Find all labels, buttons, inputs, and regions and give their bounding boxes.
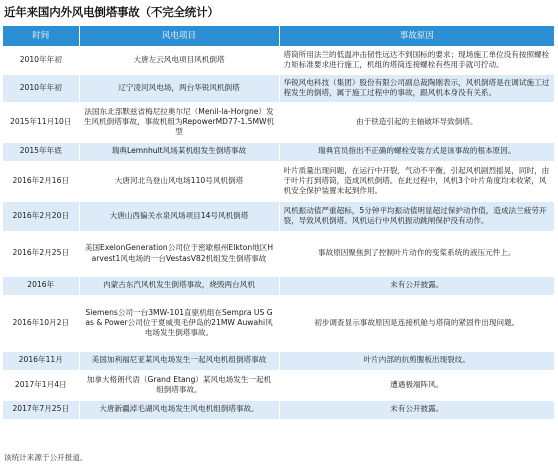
table-row: [3, 161, 554, 201]
cell-project: 内蒙古东汽风机发生倒塔事故，烧毁两台风机: [79, 276, 279, 295]
cell-time: 2016年10月2日: [3, 295, 79, 351]
table-header-row: [3, 26, 554, 46]
cell-project: Siemens公司一台3MW-101直驱机组在Sempra US Gas & Power公司位于夏威夷毛伊岛的21MW Auwahi风电场发生倒塔事故。: [79, 295, 279, 351]
cell-project: 瑞典Lemnhult风场某机组发生倒塔事故: [79, 142, 279, 161]
cell-time: 2017年7月25日: [3, 400, 79, 419]
cell-time: 2017年1月4日: [3, 370, 79, 400]
cell-project: 大唐左云风电项目风机倒塔: [79, 46, 279, 74]
table-row: [3, 74, 554, 102]
cell-project: 大唐河北乌登山风电场110号风机倒塔: [79, 161, 279, 201]
cell-time: 2010年年初: [3, 74, 79, 102]
header-project: 风电项目: [79, 26, 279, 46]
table-row: [3, 351, 554, 370]
cell-reason: 华锐风电科技（集团）股份有限公司副总裁陶刚表示，风机倒塔是在调试施工过程发生的倒塔，属于施工过程中的事故，跟风机本身没有关系。: [279, 74, 554, 102]
cell-reason: 叶片质量出现问题，在运行中开裂，气动不平衡，引起风机剧烈摇晃，同时，由于叶片打到塔筒，造成风机倒塔。在此过程中，风机3个叶片角度均未收紧，风机安全保护装置未起到作用。: [279, 161, 554, 201]
cell-reason: 瑞典官员指出不正确的螺栓安装方式是该事故的根本原因。: [279, 142, 554, 161]
cell-time: 2015年年底: [3, 142, 79, 161]
cell-reason: 遭遇极端阵风。: [279, 370, 554, 400]
cell-time: 2016年: [3, 276, 79, 295]
table-row: [3, 276, 554, 295]
cell-time: 2016年11月: [3, 351, 79, 370]
table-row: [3, 142, 554, 161]
header-time: 时间: [3, 26, 79, 46]
cell-reason: 初步调查显示事故原因是连接机舱与塔筒的紧固件出现问题。: [279, 295, 554, 351]
source-note: 该统计来源于公开报道。: [4, 453, 88, 462]
accident-table: [3, 26, 554, 420]
table-row: [3, 46, 554, 74]
cell-time: 2016年2月25日: [3, 231, 79, 276]
table-row: [3, 295, 554, 351]
cell-project: 美国加利福尼亚某风电场发生一起风电机组倒塔事故: [79, 351, 279, 370]
cell-time: 2010年年初: [3, 46, 79, 74]
cell-reason: 塔筒所用法兰的低温冲击韧性远达不到国标的要求；现场施工单位没有按照螺栓力矩标准要求进行施工，机组的塔筒连接螺栓有些用手就可拧动。: [279, 46, 554, 74]
cell-project: 大唐新疆淖毛湖风电场发生风电机组倒塔事故。: [79, 400, 279, 419]
cell-reason: 事故原因聚焦到了控制叶片动作的变桨系统的液压元件上。: [279, 231, 554, 276]
cell-project: 美国ExelonGeneration公司位于密歇根州Elkton地区Harvest1风电场的一台VestasV82机组发生倒塔事故: [79, 231, 279, 276]
cell-reason: 风机振动值严重超标，5分钟平均振动值明显超过保护动作值，造成法兰疲劳开裂，导致风机倒塔。风机运行中风机振动跳闸保护没有动作。: [279, 201, 554, 231]
cell-time: 2016年2月20日: [3, 201, 79, 231]
cell-time: 2015年11月10日: [3, 102, 79, 142]
cell-reason: 由于铁造引起的主轴破坏导致倒塔。: [279, 102, 554, 142]
cell-project: 加拿大格朗代语（Grand Etang）某风电场发生一起机组倒塔事故。: [79, 370, 279, 400]
cell-reason: 未有公开披露。: [279, 400, 554, 419]
table-row: [3, 102, 554, 142]
header-reason: 事故原因: [279, 26, 554, 46]
table-row: [3, 231, 554, 276]
cell-time: 2016年2月16日: [3, 161, 79, 201]
page-title: 近年来国内外风电倒塔事故（不完全统计）: [4, 5, 219, 19]
table-row: [3, 201, 554, 231]
cell-project: 辽宁凌河风电场，两台华锐风机倒塔: [79, 74, 279, 102]
cell-reason: 叶片内部的抗剪腹板出现裂纹。: [279, 351, 554, 370]
cell-project: 法国东北部默兹省梅尼拉奥尔尼（Menil-la-Horgne）发生风机倒塔事故，事故机组为RepowerMD77-1.5MW机型: [79, 102, 279, 142]
table-row: [3, 370, 554, 400]
cell-reason: 未有公开披露。: [279, 276, 554, 295]
cell-project: 大唐山西偏关水泉风场项目14号风机倒塔: [79, 201, 279, 231]
table-row: [3, 400, 554, 419]
